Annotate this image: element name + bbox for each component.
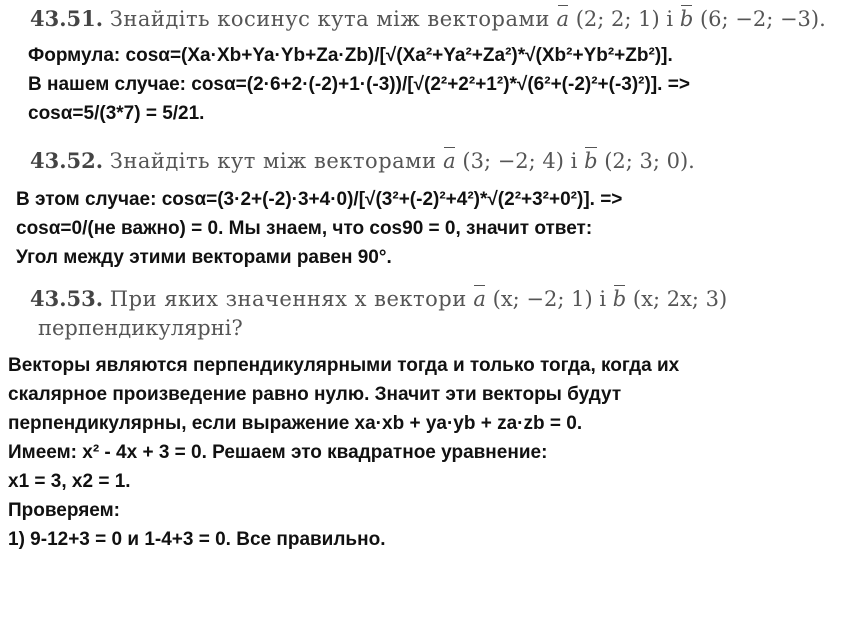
problem-43-51-heading (30, 6, 826, 31)
vector-b-coords: (x; 2x; 3) (632, 287, 728, 311)
vector-b-label: b (584, 149, 598, 173)
vector-a-coords: (2; 2; 1) (575, 7, 660, 31)
vector-b-coords: (6; −2; −3). (699, 7, 826, 31)
vector-a-coords: (3; −2; 4) (462, 149, 564, 173)
answer-line: Имеем: x² - 4x + 3 = 0. Решаем это квадратное уравнение: (8, 442, 548, 463)
answer-line: x1 = 3, x2 = 1. (8, 471, 131, 492)
answer-line: Угол между этими векторами равен 90°. (16, 247, 392, 268)
vector-a-label: a (443, 149, 456, 173)
answer-line: cosα=0/(не важно) = 0. Мы знаем, что cos90 = 0, значит ответ: (16, 218, 593, 239)
problem-43-52-heading (30, 148, 695, 173)
answer-line: скалярное произведение равно нулю. Значит эти векторы будут (8, 384, 622, 405)
problem-43-53-heading (30, 286, 727, 311)
conjunction: і (599, 287, 607, 311)
problem-text: При яких значеннях x вектори (109, 287, 467, 311)
problem-number: 43.53. (30, 286, 104, 311)
problem-text: Знайдіть косинус кута між векторами (109, 7, 550, 31)
vector-b-coords: (2; 3; 0). (604, 149, 695, 173)
answer-line: В этом случае: cosα=(3·2+(-2)·3+4·0)/[√(3²+(-2)²+4²)*√(2²+3²+0²)]. => (16, 189, 623, 210)
answer-line: cosα=5/(3*7) = 5/21. (28, 103, 205, 124)
answer-43-52 (16, 185, 622, 272)
answer-line: Формула: cosα=(Xa·Xb+Ya·Yb+Za·Zb)/[√(Xa²+Ya²+Za²)*√(Xb²+Yb²+Zb²)]. (28, 45, 673, 66)
conjunction: і (666, 7, 674, 31)
answer-line: Проверяем: (8, 500, 121, 521)
answer-line: Векторы являются перпендикулярными тогда и только тогда, когда их (8, 355, 680, 376)
vector-a-label: a (473, 287, 486, 311)
conjunction: і (570, 149, 578, 173)
problem-number: 43.52. (30, 148, 104, 173)
answer-line: перпендикулярны, если выражение xa·xb + ya·yb + za·zb = 0. (8, 413, 583, 434)
problem-text: Знайдіть кут між векторами (109, 149, 437, 173)
vector-a-coords: (x; −2; 1) (492, 287, 593, 311)
vector-b-label: b (679, 7, 694, 31)
problem-number: 43.51. (30, 6, 104, 31)
problem-43-53-heading-line2: перпендикулярні? (38, 316, 243, 340)
answer-43-53 (8, 351, 679, 554)
answer-line: В нашем случае: cosα=(2·6+2·(-2)+1·(-3))/[√(2²+2²+1²)*√(6²+(-2)²+(-3)²)]. => (28, 74, 690, 95)
vector-a-label: a (556, 7, 570, 31)
vector-b-label: b (612, 287, 627, 311)
answer-43-51 (28, 41, 690, 128)
answer-line: 1) 9-12+3 = 0 и 1-4+3 = 0. Все правильно. (8, 529, 386, 550)
